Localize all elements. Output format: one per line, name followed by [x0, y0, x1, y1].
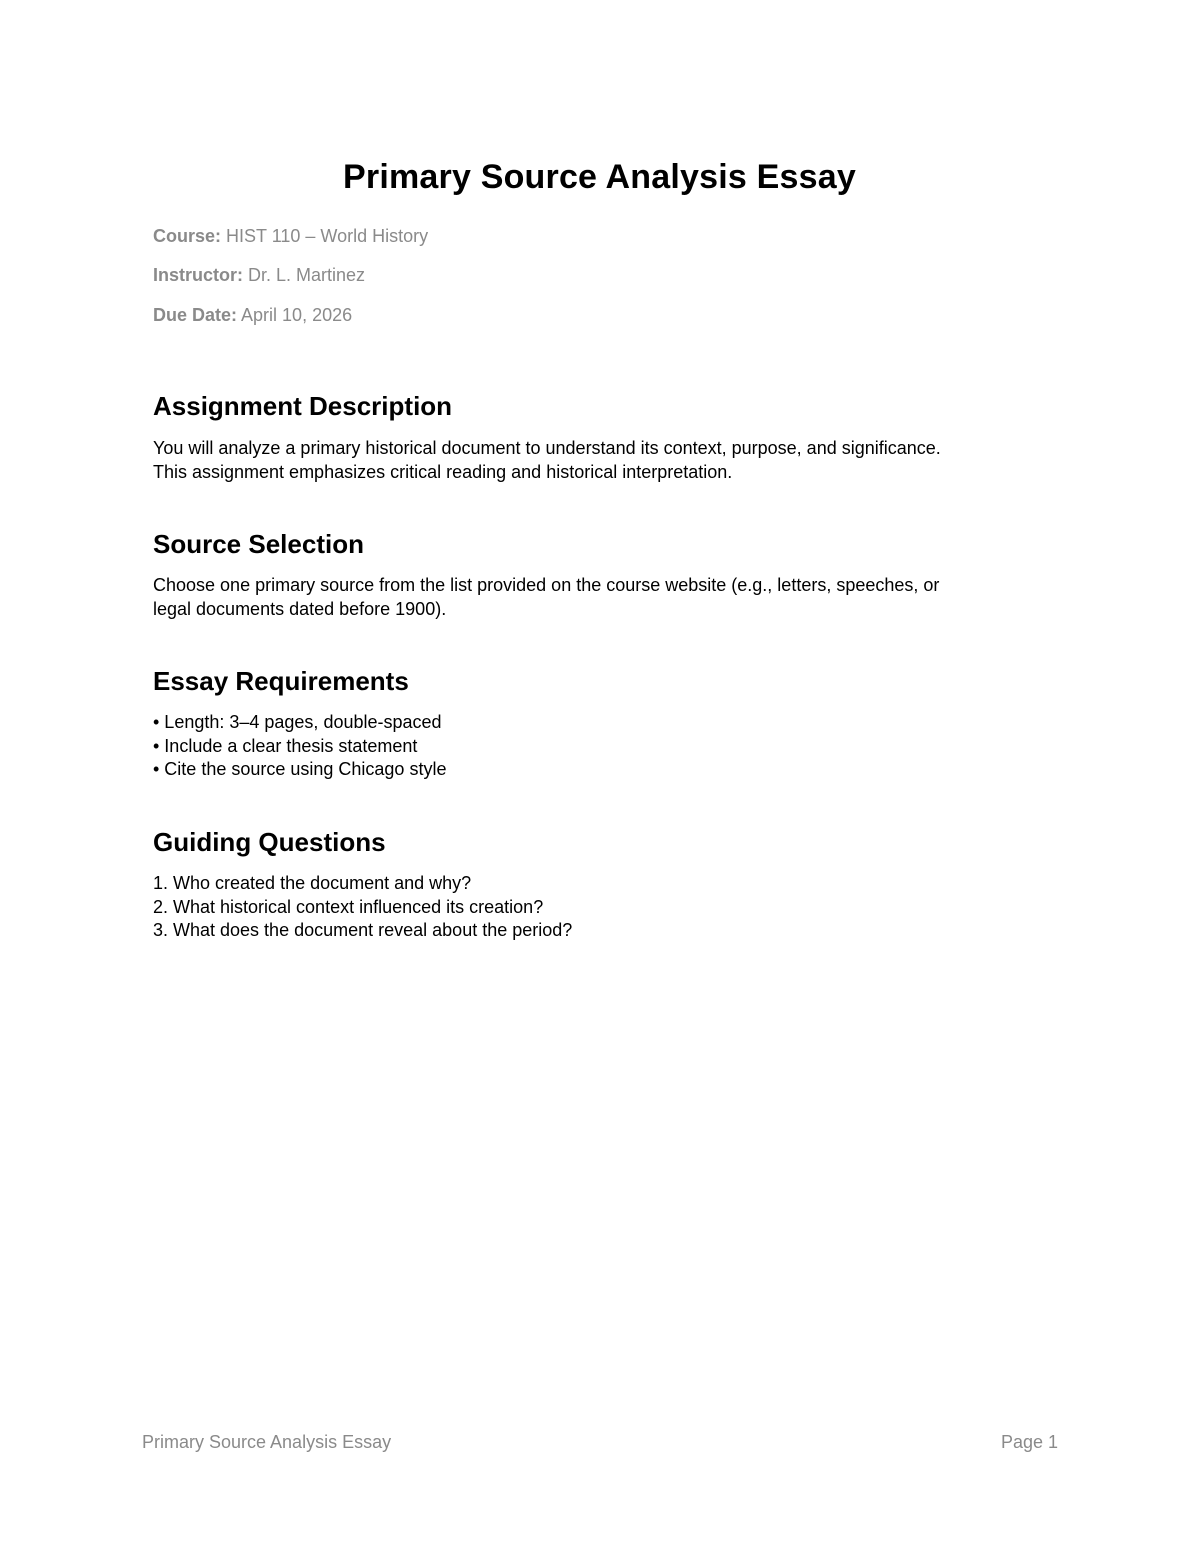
- course-value: HIST 110 – World History: [226, 226, 429, 246]
- list-item: • Length: 3–4 pages, double-spaced: [153, 712, 442, 732]
- description-line: You will analyze a primary historical document to understand its context, purpose, and significance.: [153, 438, 941, 458]
- source-selection-heading: Source Selection: [153, 529, 364, 559]
- list-item: • Include a clear thesis statement: [153, 735, 418, 756]
- course-label: Course:: [153, 226, 222, 246]
- instructor-label: Instructor:: [153, 265, 243, 285]
- footer-title: Primary Source Analysis Essay: [142, 1432, 392, 1452]
- source-selection-text: [153, 573, 1033, 621]
- list-item: 3. What does the document reveal about the period?: [153, 920, 573, 940]
- assignment-description-heading: Assignment Description: [153, 391, 453, 421]
- due-date-line: [153, 303, 352, 327]
- selection-line: Choose one primary source from the list provided on the course website (e.g., letters, speeches, or: [153, 575, 940, 595]
- instructor-value: Dr. L. Martinez: [248, 265, 366, 285]
- instructor-line: [153, 263, 365, 287]
- page-title: Primary Source Analysis Essay: [343, 158, 856, 196]
- list-item: 2. What historical context influenced its creation?: [153, 896, 544, 917]
- requirements-list: [153, 711, 446, 782]
- due-date-label: Due Date:: [153, 305, 238, 325]
- due-date-value: April 10, 2026: [241, 305, 353, 325]
- guiding-questions-heading: Guiding Questions: [153, 827, 386, 857]
- essay-requirements-heading: Essay Requirements: [153, 666, 409, 696]
- course-line: [153, 224, 428, 248]
- questions-list: [153, 872, 572, 943]
- selection-line: legal documents dated before 1900).: [153, 599, 447, 619]
- page-number: Page 1: [1000, 1432, 1058, 1452]
- assignment-description-text: [153, 436, 1033, 484]
- list-item: • Cite the source using Chicago style: [153, 759, 447, 779]
- description-line: This assignment emphasizes critical reading and historical interpretation.: [153, 462, 733, 482]
- list-item: 1. Who created the document and why?: [153, 873, 472, 893]
